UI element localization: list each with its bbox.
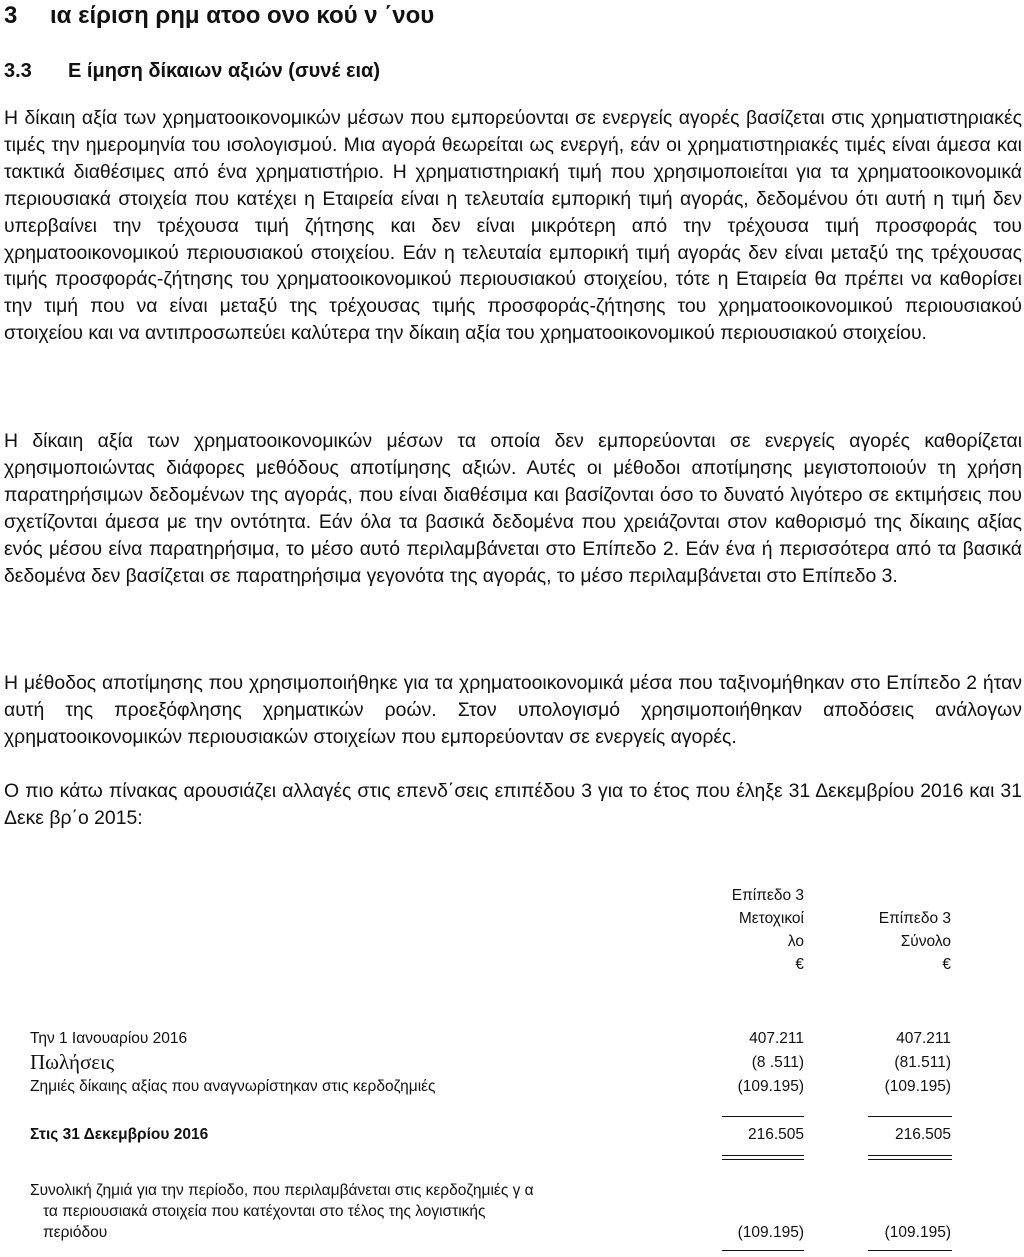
total-value-equity: 216.505 xyxy=(747,1126,804,1143)
summary-value-total: (109.195) xyxy=(884,1224,951,1241)
paragraph-fair-value-active-markets: Η δίκαιη αξία των χρηματοοικονομικών μέσων που εμπορεύονται σε ενεργείς αγορές βασίζεται στις χρηματιστηριακές τιμές την ημερομηνία του ισολογισμού. Μια αγορά θεωρείται ως ενεργή, εάν οι χρηματιστηριακές τιμές είναι άμεσα και τακτικά διαθέσιμες από ένα χρηματιστήριο. Η χρηματιστηριακή τιμή που χρησιμοποιείται για τα χρηματοοικονομικά περιουσιακά στοιχεία που κατέχει η Εταιρεία είναι η τελευταία εμπορική τιμή αγοράς, δεδομένου ότι αυτή η τιμή δεν υπερβαίνει την τρέχουσα τιμή ζήτησης και δεν είναι μικρότερη από την τρέχουσα τιμή προσφοράς του χρηματοοικονομικού περιουσιακού στοιχείου. Εάν η τελευταία εμπορική τιμή αγοράς δεν είναι μεταξύ της τρέχουσας τιμής προσφοράς-ζήτησης του χρηματοοικονομικού περιουσιακού στοιχείου, τότε η Εταιρεία θα πρέπει να καθορίσει την τιμή που να είναι μεταξύ της τρέχουσας τιμής προσφοράς-ζήτησης του χρηματοοικονομικού περιουσιακού στοιχείου και να αντιπροσωπεύει καλύτερα την δίκαιη αξία του χρηματοοικονομικού περιουσιακού στοιχείου. xyxy=(4,107,1022,345)
row-value-total: (109.195) xyxy=(884,1078,951,1095)
row-label: Την 1 Ιανουαρίου 2016 xyxy=(30,1030,188,1047)
level-3-movements-table xyxy=(0,880,1024,1257)
summary-label: Συνολική ζημιά για την περίοδο, που περιλαμβάνεται στις κερδοζημιές γ α τα περιουσιακά στοιχεία που κατέχονται στο τέλος της λογιστικής περιόδου xyxy=(30,1182,534,1241)
section-heading xyxy=(4,2,434,30)
row-value-equity: (8 .511) xyxy=(751,1054,804,1071)
column-header-equity: Επίπεδο 3 Μετοχικοί λο € xyxy=(731,887,804,973)
row-label: Ζημιές δίκαιης αξίας που αναγνωρίστηκαν στις κερδοζημιές xyxy=(30,1078,436,1095)
paragraph-table-intro: Ο πιο κάτω πίνακας αρουσιάζει αλλαγές στις επενδ΄σεις επιπέδου 3 για το έτος που έληξε 31 Δεκεμβρίου 2016 και 31 Δεκε βρ΄ο 2015: xyxy=(4,780,1022,829)
row-value-total: (81.511) xyxy=(894,1054,951,1071)
subsection-heading xyxy=(4,60,380,83)
subtotal-rule xyxy=(868,1116,952,1117)
double-rule xyxy=(868,1250,952,1251)
paragraph-level-2-method: Η μέθοδος αποτίμησης που χρησιμοποιήθηκε για τα χρηματοοικονομικά μέσα που ταξινομήθηκαν στο Επίπεδο 2 ήταν αυτή της προεξόφλησης χρηματικών ροών. Στον υπολογισμό χρησιμοποιήθηκαν αποδόσεις ανάλογων χρηματοοικονομικών περιουσιακών στοιχείων που εμπορεύονταν σε ενεργείς αγορές. xyxy=(4,672,1022,748)
double-rule xyxy=(868,1155,952,1156)
row-value-equity: (109.195) xyxy=(737,1078,804,1095)
column-header-total: Επίπεδο 3 Σύνολο € xyxy=(878,910,951,973)
subsection-number: 3.3 xyxy=(4,60,32,82)
subtotal-rule xyxy=(722,1116,804,1117)
double-rule xyxy=(722,1250,804,1251)
row-label: Πωλήσεις xyxy=(30,1050,115,1074)
double-rule xyxy=(722,1159,804,1160)
row-value-total: 407.211 xyxy=(896,1030,951,1047)
row-value-equity: 407.211 xyxy=(749,1030,804,1047)
summary-value-equity: (109.195) xyxy=(737,1224,804,1241)
section-title: ια είριση ρημ ατοο ονο κού ν ΄νου xyxy=(50,2,435,29)
paragraph-valuation-methods: Η δίκαιη αξία των χρηματοοικονομικών μέσων τα οποία δεν εμπορεύονται σε ενεργείς αγορές καθορίζεται χρησιμοποιώντας διάφορες μεθόδους αποτίμησης αξιών. Αυτές οι μέθοδοι αποτίμησης μεγιστοποιούν τη χρήση παρατηρήσιμων δεδομένων της αγοράς, που είναι διαθέσιμα και βασίζονται όσο το δυνατό λιγότερο σε εκτιμήσεις που σχετίζονται άμεσα με την οντότητα. Εάν όλα τα βασικά δεδομένα που χρειάζονται στον καθορισμό της δίκαιης αξίας ενός μέσου είνα παρατηρήσιμα, το μέσο αυτό περιλαμβάνεται στο Επίπεδο 2. Εάν ένα ή περισσότερα από τα βασικά δεδομένα δεν βασίζεται σε παρατηρήσιμα γεγονότα της αγοράς, το μέσο περιλαμβάνεται στο Επίπεδο 3. xyxy=(4,430,1022,587)
double-rule xyxy=(868,1159,952,1160)
subsection-title: Ε ίμηση δίκαιων αξιών (συνέ εια) xyxy=(68,60,380,82)
total-label: Στις 31 Δεκεμβρίου 2016 xyxy=(30,1126,209,1143)
section-number: 3 xyxy=(4,2,18,29)
double-rule xyxy=(722,1155,804,1156)
total-value-total: 216.505 xyxy=(894,1126,951,1143)
